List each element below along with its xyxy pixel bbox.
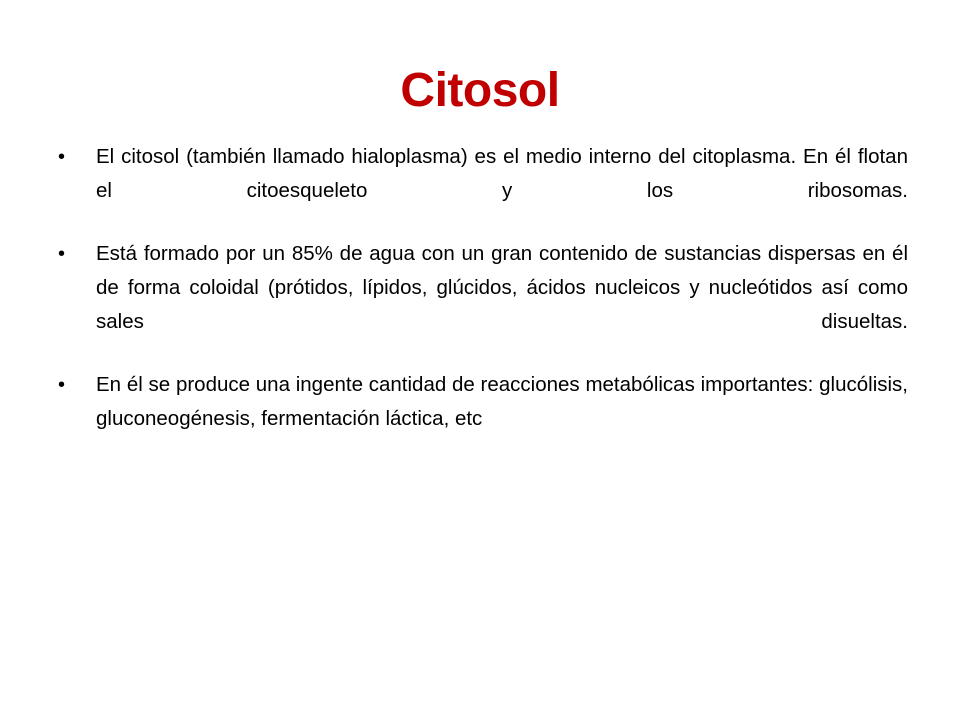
bullet-list [58, 140, 908, 465]
bullet-dot-icon: • [58, 374, 66, 396]
bullet-item-3 [58, 368, 908, 436]
bullet-dot-icon: • [58, 243, 66, 265]
bullet-item-1 [58, 140, 908, 208]
bullet-text-2: Está formado por un 85% de agua con un gran contenido de sustancias dispersas en él de forma coloidal (prótidos, lípidos, glúcidos, ácidos nucleicos y nucleótidos así como sales disueltas. [96, 242, 908, 333]
bullet-dot-icon: • [58, 146, 66, 168]
bullet-text-3: En él se produce una ingente cantidad de reacciones metabólicas importantes: glucólisis, gluconeogénesis, fermentación láctica, etc [96, 373, 908, 430]
bullet-item-2 [58, 237, 908, 339]
slide-title: Citosol [400, 64, 560, 117]
bullet-text-1: El citosol (también llamado hialoplasma) es el medio interno del citoplasma. En él flotan el citoesqueleto y los ribosomas. [96, 145, 908, 202]
